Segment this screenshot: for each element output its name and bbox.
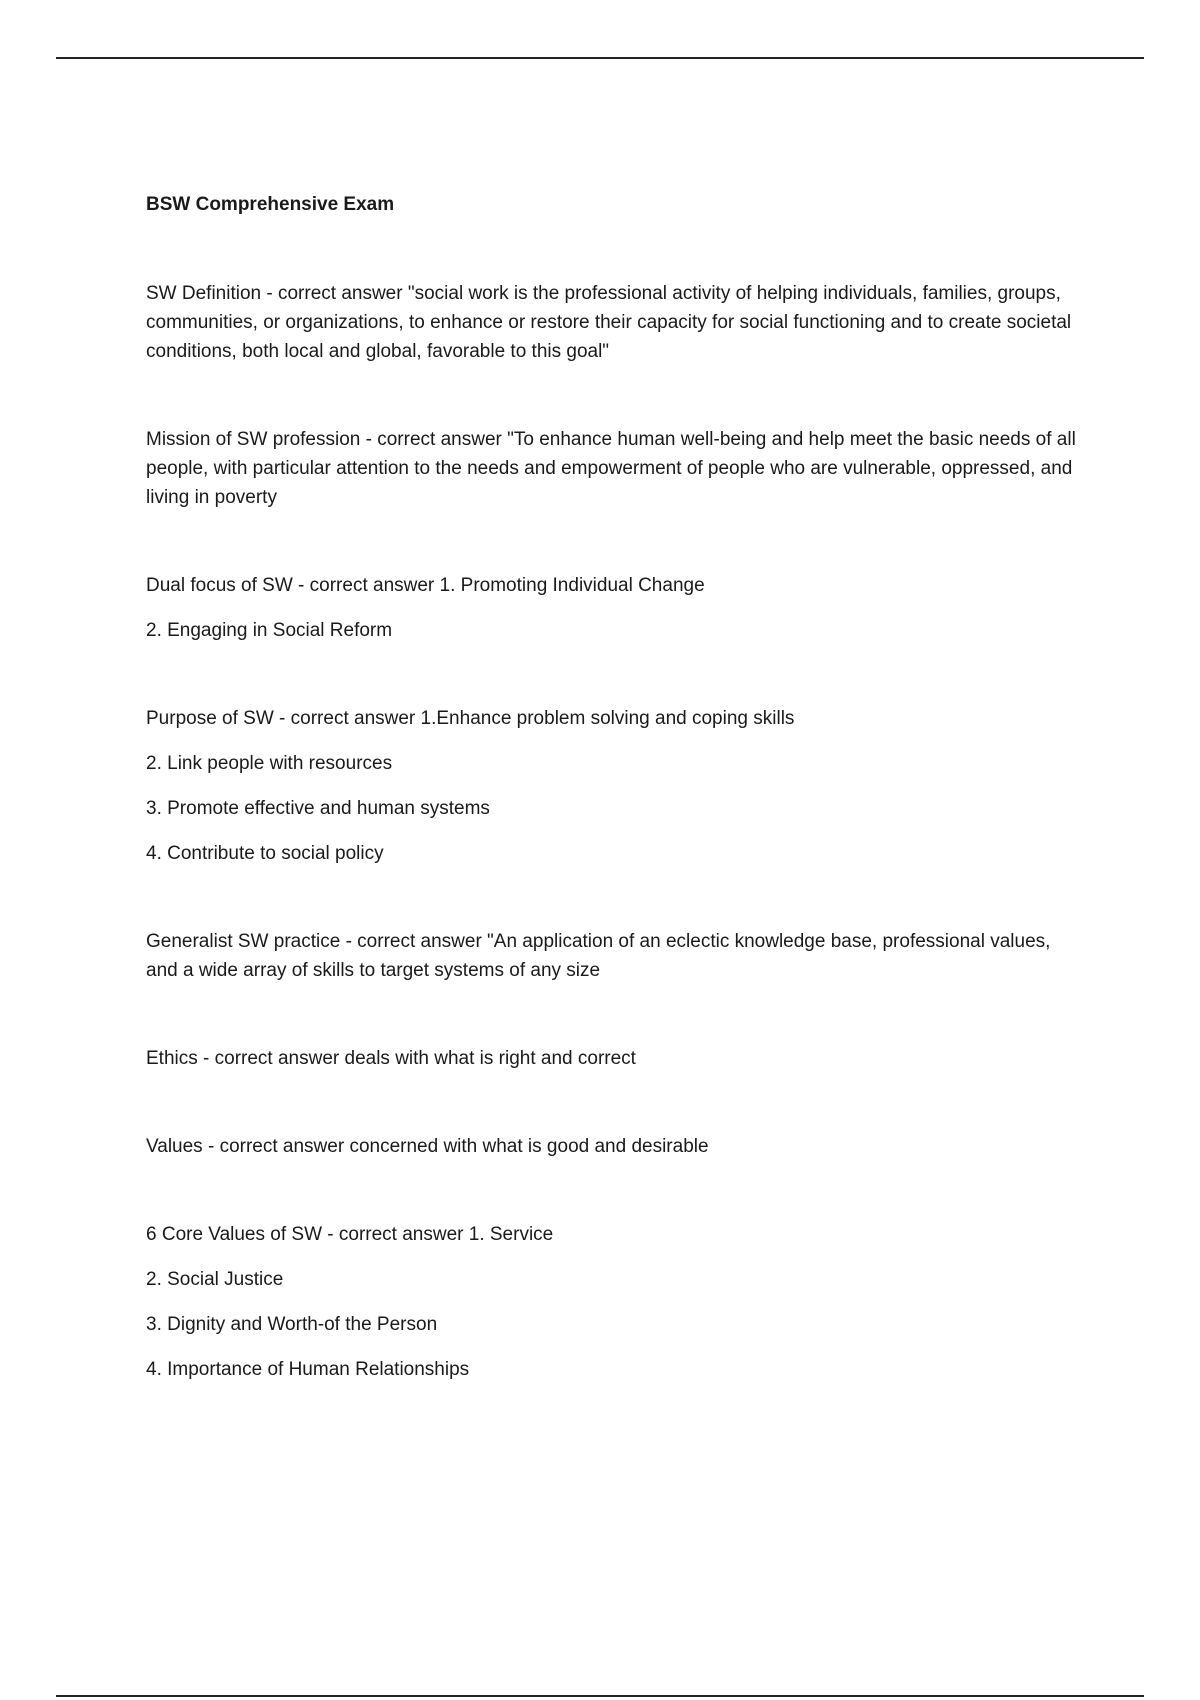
entry-sw-definition <box>146 279 1086 366</box>
entry-list-item: 2. Engaging in Social Reform <box>146 620 393 641</box>
entry-text: SW Definition - correct answer "social work is the professional activity of helping individuals, families, groups, communities, or organizations, to enhance or restore their capacity for social functioning and to create societal conditions, both local and global, favorable to this goal" <box>146 283 1072 362</box>
entry-mission <box>146 425 1086 512</box>
entry-text: Mission of SW profession - correct answer "To enhance human well-being and help meet the basic needs of all people, with particular attention to the needs and empowerment of people who are vulnerable, oppressed, and living in poverty <box>146 429 1076 508</box>
document-body <box>146 190 1086 1443</box>
entry-generalist-practice <box>146 927 1086 985</box>
entry-text: Values - correct answer concerned with what is good and desirable <box>146 1136 709 1157</box>
entry-list-item: 4. Importance of Human Relationships <box>146 1359 470 1380</box>
entry-text: Ethics - correct answer deals with what is right and correct <box>146 1048 636 1069</box>
entry-list-item: 3. Dignity and Worth-of the Person <box>146 1314 438 1335</box>
entry-list-item: 3. Promote effective and human systems <box>146 798 490 819</box>
entry-values <box>146 1132 1086 1161</box>
entry-purpose <box>146 704 1086 868</box>
bottom-rule <box>56 1695 1144 1697</box>
entry-core-values <box>146 1220 1086 1384</box>
entry-text: 6 Core Values of SW - correct answer 1. Service <box>146 1224 554 1245</box>
entry-list-item: 2. Social Justice <box>146 1269 284 1290</box>
entry-list-item: 4. Contribute to social policy <box>146 843 384 864</box>
entry-text: Generalist SW practice - correct answer "An application of an eclectic knowledge base, professional values, and a wide array of skills to target systems of any size <box>146 931 1051 981</box>
entry-dual-focus <box>146 571 1086 645</box>
entry-list-item: 2. Link people with resources <box>146 753 393 774</box>
entry-ethics <box>146 1044 1086 1073</box>
document-title: BSW Comprehensive Exam <box>146 194 395 215</box>
entry-text: Purpose of SW - correct answer 1.Enhance problem solving and coping skills <box>146 708 795 729</box>
top-rule <box>56 57 1144 59</box>
entry-text: Dual focus of SW - correct answer 1. Promoting Individual Change <box>146 575 705 596</box>
